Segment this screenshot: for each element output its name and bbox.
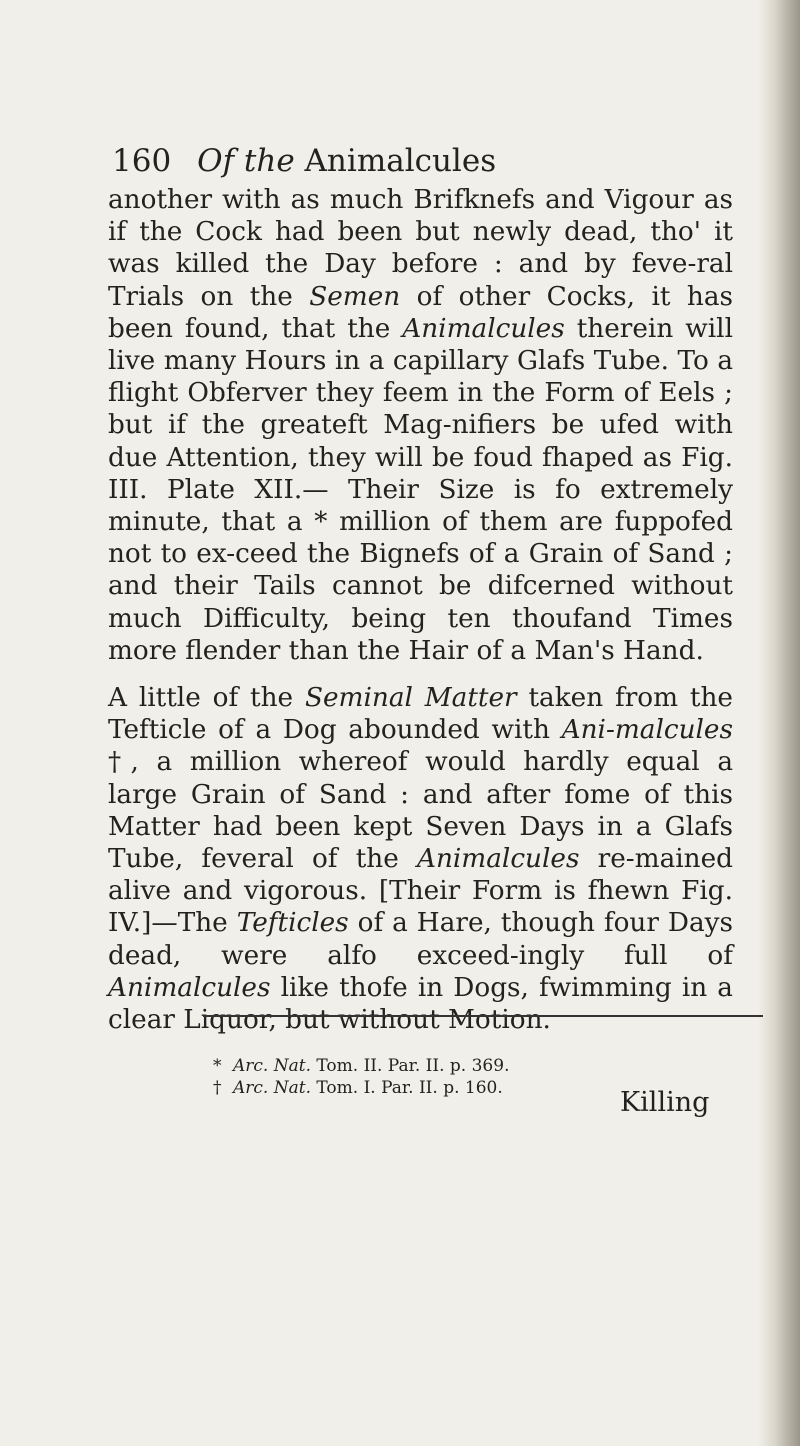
para2-text-c: †, a million whereof would hardly equal a large Grain of Sand : and after fome of this Matter had been kept Seven Days in a Glafs Tube, feveral of the (108, 747, 733, 875)
para2-text-f: like thofe in Dogs, fwimming in a clear Liquor, but without Motion. (108, 972, 733, 1036)
footnote (213, 1077, 509, 1099)
para2-text-a: A little of the (108, 683, 305, 713)
footnote-mark: † (213, 1078, 222, 1098)
footnote-reference: Tom. I. Par. II. p. 160. (316, 1078, 503, 1098)
para2-text-b: taken from the Tefticle of a Dog abounded with (108, 683, 733, 746)
para2-emphasis-seminal-matter: Seminal Matter (304, 683, 517, 713)
footnote (213, 1055, 509, 1077)
para2-text-d: re-mained alive and vigorous. [Their Form is fhewn Fig. IV.]—The (108, 844, 734, 939)
para1-emphasis-semen: Semen (309, 281, 401, 312)
footnote-reference: Tom. II. Par. II. p. 369. (316, 1056, 510, 1076)
para2-emphasis-animalcules-1: Ani-malcules (561, 715, 733, 746)
footnote-divider (203, 1015, 763, 1017)
para1-text-c: therein will live many Hours in a capillary Glafs Tube. To a flight Obferver they feem in the Form of Eels ; but if the greateft Mag-nifiers be ufed with due Attention, they will be foud fhaped as Fig. III. Plate XII.— Their Size is fo extremely minute, that a * million of them are fuppofed not to ex-ceed the Bignefs of a Grain of Sand ; and their Tails cannot be difcerned without much Difficulty, being ten thoufand Times more flender than the Hair of a Man's Hand. (108, 313, 733, 666)
page-edge-shadow (758, 0, 800, 1446)
para1-text-b: of other Cocks, it has been found, that the (108, 281, 733, 344)
header-title: Animalcules (304, 143, 497, 179)
para2-emphasis-animalcules-3: Animalcules (108, 972, 271, 1003)
para2-emphasis-testicles: Tefticles (236, 908, 349, 939)
para2-emphasis-animalcules-2: Animalcules (416, 844, 580, 875)
running-header (112, 141, 496, 181)
footnote-source: Arc. Nat. (233, 1056, 311, 1076)
footnotes (213, 1055, 509, 1099)
para1-text-a: another with as much Brifknefs and Vigour as if the Cock had been but newly dead, tho' it was killed the Day before : and by feve-ral Trials on the (108, 185, 733, 312)
footnote-mark: * (213, 1056, 222, 1076)
body-paragraph-2 (108, 682, 733, 1036)
catchword: Killing (620, 1087, 710, 1118)
para2-text-e: of a Hare, though four Days dead, were alfo exceed-ingly full of (108, 908, 733, 971)
page-number: 160 (112, 143, 172, 179)
para1-emphasis-animalcules: Animalcules (402, 313, 565, 344)
footnote-source: Arc. Nat. (233, 1078, 311, 1098)
body-paragraph-1 (108, 184, 733, 667)
header-title-prefix: Of the (197, 143, 295, 179)
